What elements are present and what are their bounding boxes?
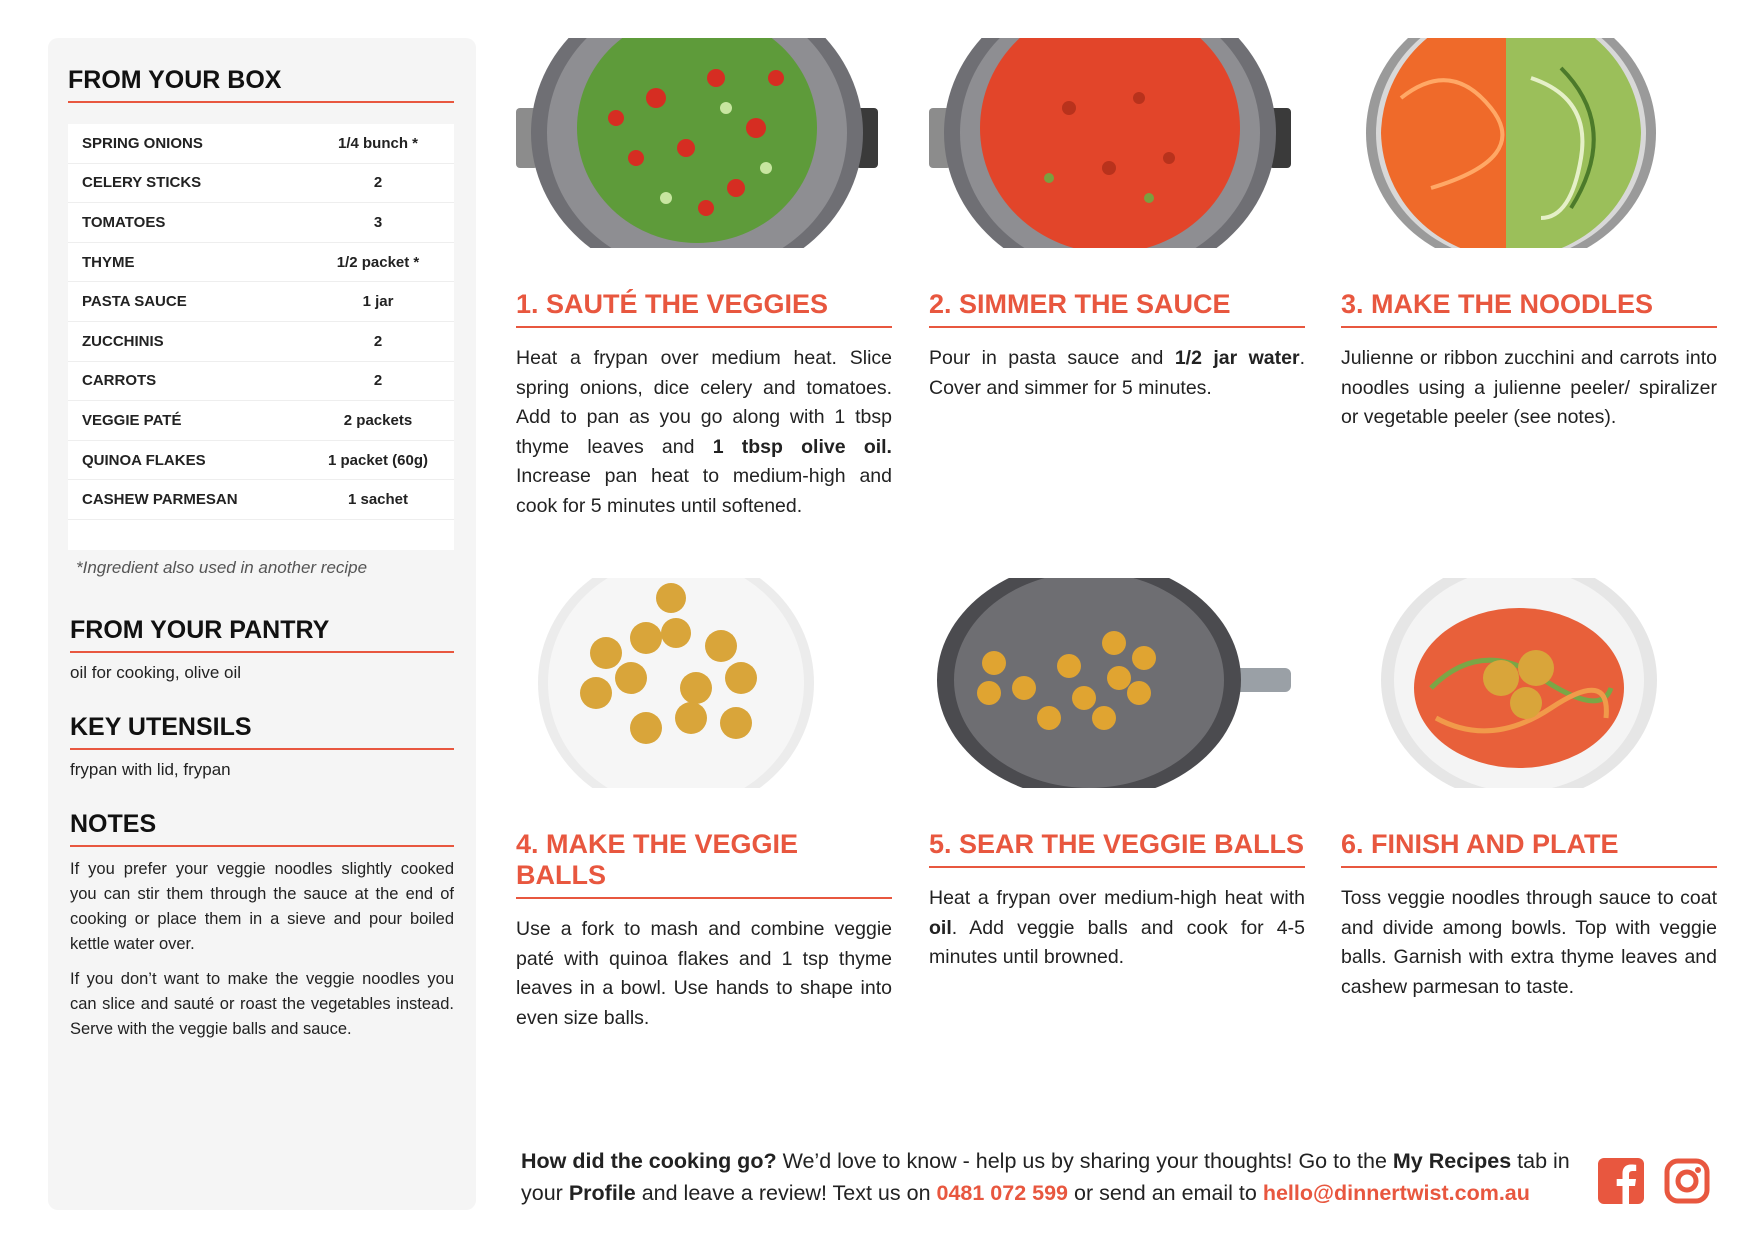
utensils-section: [70, 713, 454, 780]
footer-text: We’d love to know - help us by sharing your thoughts! Go to the: [776, 1149, 1393, 1173]
text-run: Use a fork to mash and combine veggie paté with quinoa flakes and 1 tsp thyme leaves in a bowl. Use hands to shape into even size balls.: [516, 918, 892, 1029]
text-run: . Add veggie balls and cook for 4-5 minutes until browned.: [929, 916, 1305, 968]
step-3-photo: [1341, 38, 1703, 248]
step-4-text: [516, 915, 892, 1033]
ingredient-name: CARROTS: [82, 372, 157, 390]
step-2: [929, 38, 1305, 403]
step-2-title: 2. SIMMER THE SAUCE: [929, 289, 1305, 328]
step-3: [1341, 38, 1717, 433]
email-link[interactable]: hello@dinnertwist.com.au: [1262, 1181, 1530, 1205]
from-your-box-title: FROM YOUR BOX: [68, 66, 454, 103]
step-5-title: 5. SEAR THE VEGGIE BALLS: [929, 829, 1305, 868]
text-run: Heat a frypan over medium heat. Slice spring onions, dice celery and tomatoes. Add to pan as you go along with 1 tbsp thyme leaves and: [516, 347, 892, 458]
footer-text: and leave a review! Text us on: [635, 1181, 937, 1205]
step-3-title: 3. MAKE THE NOODLES: [1341, 289, 1717, 328]
utensils-text: frypan with lid, frypan: [70, 760, 231, 779]
ingredient-name: ZUCCHINIS: [82, 332, 164, 350]
notes-section: [70, 810, 454, 1042]
ingredient-qty: 2 packets: [343, 411, 413, 429]
step-1-title: 1. SAUTÉ THE VEGGIES: [516, 289, 892, 328]
step-6-photo: [1341, 578, 1703, 788]
step-6-text: [1341, 884, 1717, 1002]
ingredient-qty: 1 sachet: [347, 491, 409, 509]
text-run: Pour in pasta sauce and: [929, 347, 1175, 369]
my-recipes-link[interactable]: My Recipes: [1392, 1149, 1512, 1173]
facebook-icon[interactable]: [1598, 1158, 1644, 1204]
ingredient-qty: 3: [373, 213, 383, 231]
ingredient-qty: 1/2 packet *: [336, 253, 420, 271]
table-row: [68, 441, 454, 481]
text-run: Julienne or ribbon zucchini and carrots into noodles using a julienne peeler/ spiralizer or vegetable peeler (see notes).: [1341, 347, 1717, 428]
table-row: [68, 203, 454, 243]
text-bold: oil: [929, 916, 952, 939]
ingredient-name: THYME: [82, 253, 135, 271]
footer-text: or send an email to: [1068, 1181, 1263, 1205]
pantry-section: [70, 616, 454, 683]
table-row: [68, 322, 454, 362]
footer-question: How did the cooking go?: [521, 1149, 777, 1173]
step-4: [516, 578, 892, 1033]
text-run: . Cover and simmer for 5 minutes.: [929, 347, 1305, 399]
table-row: [68, 164, 454, 204]
text-bold: 1/2 jar water: [1174, 347, 1300, 369]
profile-link[interactable]: Profile: [568, 1181, 636, 1205]
ingredients-table: [68, 124, 454, 550]
table-row: [68, 243, 454, 283]
footer-text: tab in your: [521, 1149, 1570, 1205]
ingredient-name: SPRING ONIONS: [82, 134, 203, 152]
phone-link[interactable]: 0481 072 599: [936, 1181, 1069, 1205]
table-row: [68, 401, 454, 441]
step-4-title: 4. MAKE THE VEGGIE BALLS: [516, 829, 892, 899]
ingredient-name: VEGGIE PATÉ: [82, 411, 182, 429]
note-paragraph: If you prefer your veggie noodles slightly cooked you can stir them through the sauce at the end of cooking or place them in a sieve and pour boiled kettle water over.: [70, 860, 454, 953]
note-paragraph: If you don’t want to make the veggie noodles you can slice and sauté or roast the vegetables instead. Serve with the veggie balls and sauce.: [70, 970, 454, 1038]
step-1-photo: [516, 38, 878, 248]
pantry-text: oil for cooking, olive oil: [70, 663, 242, 682]
ingredient-name: CELERY STICKS: [82, 174, 202, 192]
table-row: [68, 362, 454, 402]
step-5-photo: [929, 578, 1291, 788]
text-run: Increase pan heat to medium-high and cook for 5 minutes until softened.: [516, 465, 892, 517]
instagram-icon[interactable]: [1664, 1158, 1710, 1204]
text-bold: 1 tbsp olive oil.: [712, 435, 892, 458]
ingredient-name: QUINOA FLAKES: [82, 451, 206, 469]
table-row: [68, 124, 454, 164]
ingredient-footnote: *Ingredient also used in another recipe: [76, 558, 368, 577]
ingredient-name: CASHEW PARMESAN: [82, 491, 238, 509]
table-row: [68, 480, 454, 520]
step-4-photo: [516, 578, 878, 788]
step-2-photo: [929, 38, 1291, 248]
feedback-footer: [521, 1145, 1581, 1209]
step-5: [929, 578, 1305, 973]
step-1-text: [516, 344, 892, 521]
table-row: [68, 282, 454, 322]
ingredients-sidebar: [48, 38, 476, 1210]
notes-title: NOTES: [70, 810, 454, 847]
text-run: Toss veggie noodles through sauce to coat and divide among bowls. Top with veggie balls. Garnish with extra thyme leaves and cashew parmesan to taste.: [1341, 887, 1717, 998]
step-6: [1341, 578, 1717, 1002]
pantry-title: FROM YOUR PANTRY: [70, 616, 454, 653]
step-5-text: [929, 884, 1305, 973]
ingredient-qty: 2: [373, 332, 383, 350]
step-1: [516, 38, 892, 521]
ingredient-qty: 1 jar: [362, 293, 394, 311]
ingredient-qty: 2: [373, 372, 383, 390]
ingredient-name: TOMATOES: [82, 213, 166, 231]
step-2-text: [929, 344, 1305, 403]
ingredient-qty: 1 packet (60g): [327, 451, 429, 469]
ingredient-qty: 2: [373, 174, 383, 192]
step-3-text: [1341, 344, 1717, 433]
utensils-title: KEY UTENSILS: [70, 713, 454, 750]
step-6-title: 6. FINISH AND PLATE: [1341, 829, 1717, 868]
ingredient-qty: 1/4 bunch *: [337, 134, 419, 152]
ingredient-name: PASTA SAUCE: [82, 293, 187, 311]
text-run: Heat a frypan over medium-high heat with: [929, 887, 1305, 909]
